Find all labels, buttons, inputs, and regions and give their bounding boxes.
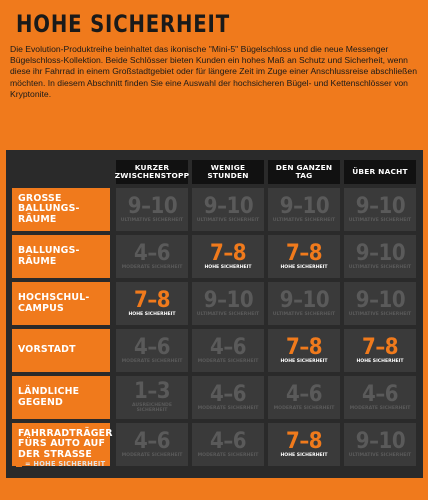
page-title: HOHE SICHERHEIT: [16, 10, 230, 38]
security-score: 9–10: [355, 287, 405, 313]
column-header: ÜBER NACHT: [344, 160, 416, 184]
security-score: 4–6: [209, 334, 247, 360]
security-score: 9–10: [203, 287, 253, 313]
security-score: 9–10: [279, 287, 329, 313]
security-score: 4–6: [361, 381, 399, 407]
security-score: 7–8: [285, 240, 323, 266]
row-header: HOCHSCHUL-CAMPUS: [12, 282, 110, 325]
security-level: ULTIMATIVE SICHERHEIT: [348, 311, 412, 317]
matrix-cell: [344, 329, 416, 372]
matrix-cell: [116, 376, 188, 419]
matrix-cell: [116, 329, 188, 372]
security-level: HOHE SICHERHEIT: [204, 264, 252, 270]
security-level: ULTIMATIVE SICHERHEIT: [348, 264, 412, 270]
security-level: ULTIMATIVE SICHERHEIT: [272, 217, 336, 223]
matrix-cell: [268, 329, 340, 372]
column-header: DEN GANZEN TAG: [268, 160, 340, 184]
matrix-cell: [268, 188, 340, 231]
security-level: ULTIMATIVE SICHERHEIT: [348, 452, 412, 458]
legend-swatch: [16, 461, 22, 467]
security-score: 9–10: [279, 193, 329, 219]
security-level: MODERATE SICHERHEIT: [197, 358, 259, 364]
matrix-cell: [344, 423, 416, 466]
matrix-cell: [344, 282, 416, 325]
security-level: HOHE SICHERHEIT: [356, 358, 404, 364]
security-level: ULTIMATIVE SICHERHEIT: [196, 217, 260, 223]
matrix-cell: [192, 235, 264, 278]
column-header: WENIGE STUNDEN: [192, 160, 264, 184]
security-score: 4–6: [285, 381, 323, 407]
security-level: HOHE SICHERHEIT: [128, 311, 176, 317]
security-score: 7–8: [285, 428, 323, 454]
security-level: ULTIMATIVE SICHERHEIT: [272, 311, 336, 317]
security-level: MODERATE SICHERHEIT: [273, 405, 335, 411]
row-header: VORSTADT: [12, 329, 110, 372]
security-level: MODERATE SICHERHEIT: [121, 452, 183, 458]
row-header: LÄNDLICHE GEGEND: [12, 376, 110, 419]
matrix-cell: [268, 423, 340, 466]
security-level: ULTIMATIVE SICHERHEIT: [348, 217, 412, 223]
matrix-cell: [192, 188, 264, 231]
matrix-cell: [192, 423, 264, 466]
security-score: 7–8: [209, 240, 247, 266]
security-level: MODERATE SICHERHEIT: [197, 405, 259, 411]
security-matrix: [6, 150, 423, 478]
matrix-cell: [192, 282, 264, 325]
security-level: ULTIMATIVE SICHERHEIT: [120, 217, 184, 223]
security-score: 4–6: [133, 240, 171, 266]
matrix-cell: [116, 282, 188, 325]
matrix-cell: [344, 188, 416, 231]
intro-paragraph: Die Evolution-Produktreihe beinhaltet das ikonische "Mini-5" Bügelschloss und die neue Messenger Bügelschloss-Kollektion. Beide Schlösser bieten Kunden ein hohes Maß an Schutz und Sicherheit, wenn diese ihr Fahrrad in einem Großstadtgebiet oder für längere Zeit im Zuge einer Anschlussreise abschließen möchten. In diesem Abschnitt finden Sie eine Auswahl der hochsicheren Bügel- und Kettenschlösser von Kryptonite.: [10, 44, 417, 99]
matrix-cell: [116, 188, 188, 231]
security-level: MODERATE SICHERHEIT: [121, 358, 183, 364]
matrix-cell: [192, 376, 264, 419]
matrix-cell: [344, 376, 416, 419]
matrix-cell: [268, 282, 340, 325]
security-score: 4–6: [133, 334, 171, 360]
matrix-cell: [344, 235, 416, 278]
security-score: 7–8: [361, 334, 399, 360]
security-score: 7–8: [133, 287, 171, 313]
security-score: 9–10: [355, 428, 405, 454]
row-header: BALLUNGS-RÄUME: [12, 235, 110, 278]
security-score: 1–3: [133, 379, 171, 404]
matrix-cell: [116, 235, 188, 278]
matrix-cell: [268, 235, 340, 278]
security-score: 4–6: [133, 428, 171, 454]
title-block: [10, 6, 270, 42]
security-level: MODERATE SICHERHEIT: [349, 405, 411, 411]
row-header: FAHRRADTRÄGER FÜRS AUTO AUF DER STRASSE: [12, 423, 110, 466]
security-score: 4–6: [209, 428, 247, 454]
security-level: MODERATE SICHERHEIT: [197, 452, 259, 458]
legend: [16, 460, 105, 468]
security-score: 9–10: [203, 193, 253, 219]
security-level: HOHE SICHERHEIT: [280, 452, 328, 458]
security-level: ULTIMATIVE SICHERHEIT: [196, 311, 260, 317]
security-score: 9–10: [127, 193, 177, 219]
matrix-cell: [116, 423, 188, 466]
security-level: HOHE SICHERHEIT: [280, 264, 328, 270]
security-score: 7–8: [285, 334, 323, 360]
matrix-cell: [268, 376, 340, 419]
security-score: 4–6: [209, 381, 247, 407]
matrix-cell: [192, 329, 264, 372]
security-level: HOHE SICHERHEIT: [280, 358, 328, 364]
security-score: 9–10: [355, 240, 405, 266]
security-level: MODERATE SICHERHEIT: [121, 264, 183, 270]
row-header: GROSSE BALLUNGS-RÄUME: [12, 188, 110, 231]
legend-label: = HOHE SICHERHEIT: [25, 460, 106, 468]
security-score: 9–10: [355, 193, 405, 219]
security-level: AUSREICHENDE SICHERHEIT: [132, 403, 172, 413]
column-header: KURZER ZWISCHENSTOPP: [116, 160, 188, 184]
